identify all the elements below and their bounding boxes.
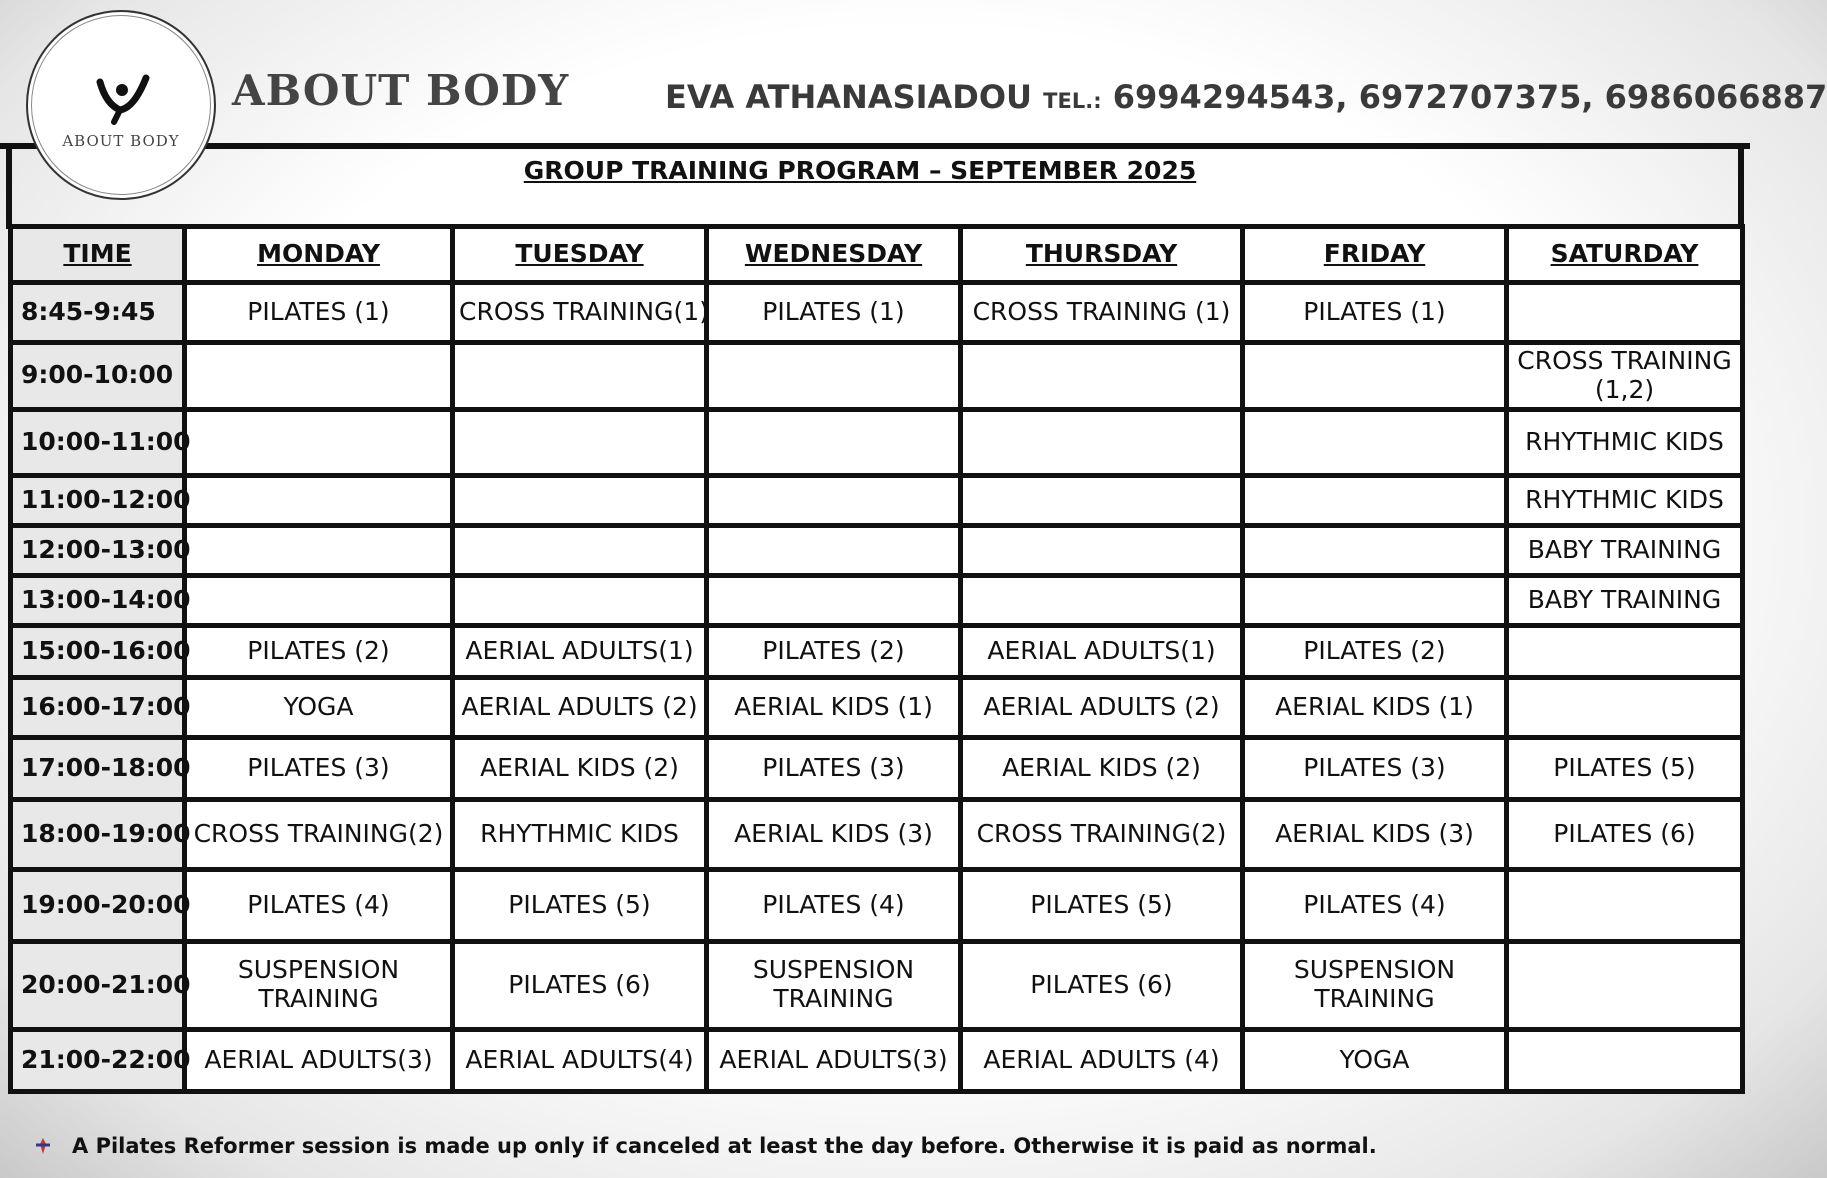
class-cell-fri: YOGA — [1243, 1029, 1507, 1091]
phone-numbers: 6994294543, 6972707375, 6986066887 — [1112, 78, 1827, 116]
class-cell-thu: AERIAL ADULTS (2) — [961, 677, 1243, 737]
class-cell-fri — [1243, 343, 1507, 410]
class-cell-tue: PILATES (5) — [453, 869, 707, 941]
class-cell-sat: RHYTHMIC KIDS — [1507, 475, 1743, 525]
class-cell-mon — [185, 475, 453, 525]
class-cell-thu — [961, 475, 1243, 525]
class-cell-wed: PILATES (4) — [707, 869, 961, 941]
class-cell-mon: CROSS TRAINING(2) — [185, 799, 453, 869]
class-cell-thu: AERIAL KIDS (2) — [961, 737, 1243, 799]
class-cell-wed: AERIAL KIDS (1) — [707, 677, 961, 737]
class-cell-tue — [453, 343, 707, 410]
header-monday: MONDAY — [185, 227, 453, 283]
footnote — [34, 1134, 1377, 1158]
table-row — [11, 475, 1743, 525]
header-row — [11, 227, 1743, 283]
logo — [26, 10, 216, 200]
table-row — [11, 409, 1743, 475]
class-cell-sat — [1507, 283, 1743, 343]
class-cell-mon: YOGA — [185, 677, 453, 737]
table-row — [11, 869, 1743, 941]
class-cell-wed: PILATES (1) — [707, 283, 961, 343]
contact-line — [665, 78, 1827, 116]
class-cell-thu: CROSS TRAINING(2) — [961, 799, 1243, 869]
class-cell-tue: AERIAL KIDS (2) — [453, 737, 707, 799]
time-cell: 20:00-21:00 — [11, 941, 185, 1029]
time-cell: 21:00-22:00 — [11, 1029, 185, 1091]
class-cell-wed — [707, 575, 961, 625]
table-row — [11, 283, 1743, 343]
class-cell-sat — [1507, 941, 1743, 1029]
class-cell-sat — [1507, 677, 1743, 737]
program-title: GROUP TRAINING PROGRAM – SEPTEMBER 2025 — [523, 156, 1197, 185]
class-cell-fri — [1243, 575, 1507, 625]
schedule-body — [11, 283, 1743, 1092]
class-cell-thu: PILATES (5) — [961, 869, 1243, 941]
class-cell-fri: SUSPENSION TRAINING — [1243, 941, 1507, 1029]
class-cell-fri — [1243, 475, 1507, 525]
table-row — [11, 799, 1743, 869]
class-cell-thu: CROSS TRAINING (1) — [961, 283, 1243, 343]
time-cell: 19:00-20:00 — [11, 869, 185, 941]
class-cell-mon: PILATES (2) — [185, 625, 453, 677]
logo-text: ABOUT BODY — [62, 132, 180, 150]
time-cell: 11:00-12:00 — [11, 475, 185, 525]
tel-label: TEL.: — [1043, 89, 1102, 113]
class-cell-tue: AERIAL ADULTS(4) — [453, 1029, 707, 1091]
table-row — [11, 525, 1743, 575]
class-cell-mon: PILATES (4) — [185, 869, 453, 941]
class-cell-wed: AERIAL KIDS (3) — [707, 799, 961, 869]
table-row — [11, 737, 1743, 799]
class-cell-mon — [185, 525, 453, 575]
class-cell-thu: AERIAL ADULTS (4) — [961, 1029, 1243, 1091]
footnote-text: A Pilates Reformer session is made up only if canceled at least the day before. Otherwise it is paid as normal. — [72, 1134, 1377, 1158]
class-cell-wed: PILATES (2) — [707, 625, 961, 677]
logo-figure-icon — [90, 64, 156, 130]
frame-top-border — [0, 143, 1750, 149]
table-row — [11, 343, 1743, 410]
class-cell-wed — [707, 525, 961, 575]
class-cell-sat: BABY TRAINING — [1507, 525, 1743, 575]
class-cell-fri: PILATES (3) — [1243, 737, 1507, 799]
table-row — [11, 625, 1743, 677]
schedule-table — [8, 224, 1745, 1094]
class-cell-thu: PILATES (6) — [961, 941, 1243, 1029]
class-cell-sat: BABY TRAINING — [1507, 575, 1743, 625]
class-cell-wed: PILATES (3) — [707, 737, 961, 799]
class-cell-mon — [185, 343, 453, 410]
class-cell-thu: AERIAL ADULTS(1) — [961, 625, 1243, 677]
class-cell-fri — [1243, 525, 1507, 575]
class-cell-sat — [1507, 625, 1743, 677]
table-row — [11, 575, 1743, 625]
header-thursday: THURSDAY — [961, 227, 1243, 283]
class-cell-wed — [707, 343, 961, 410]
table-row — [11, 1029, 1743, 1091]
table-row — [11, 677, 1743, 737]
class-cell-tue: CROSS TRAINING(1) — [453, 283, 707, 343]
class-cell-sat: RHYTHMIC KIDS — [1507, 409, 1743, 475]
class-cell-fri: AERIAL KIDS (3) — [1243, 799, 1507, 869]
class-cell-fri: AERIAL KIDS (1) — [1243, 677, 1507, 737]
table-row — [11, 941, 1743, 1029]
instructor-name: EVA ATHANASIADOU — [665, 78, 1033, 116]
class-cell-mon — [185, 575, 453, 625]
class-cell-wed: AERIAL ADULTS(3) — [707, 1029, 961, 1091]
class-cell-sat: PILATES (5) — [1507, 737, 1743, 799]
class-cell-mon: AERIAL ADULTS(3) — [185, 1029, 453, 1091]
class-cell-thu — [961, 409, 1243, 475]
class-cell-fri — [1243, 409, 1507, 475]
class-cell-thu — [961, 525, 1243, 575]
brand-name: ABOUT BODY — [232, 66, 570, 115]
class-cell-tue — [453, 409, 707, 475]
class-cell-thu — [961, 575, 1243, 625]
header-friday: FRIDAY — [1243, 227, 1507, 283]
time-cell: 13:00-14:00 — [11, 575, 185, 625]
class-cell-mon: SUSPENSION TRAINING — [185, 941, 453, 1029]
class-cell-tue: RHYTHMIC KIDS — [453, 799, 707, 869]
class-cell-fri: PILATES (1) — [1243, 283, 1507, 343]
class-cell-tue — [453, 475, 707, 525]
class-cell-thu — [961, 343, 1243, 410]
class-cell-mon: PILATES (3) — [185, 737, 453, 799]
class-cell-wed — [707, 409, 961, 475]
time-cell: 9:00-10:00 — [11, 343, 185, 410]
header-tuesday: TUESDAY — [453, 227, 707, 283]
class-cell-tue: PILATES (6) — [453, 941, 707, 1029]
pin-icon — [34, 1137, 52, 1155]
time-cell: 16:00-17:00 — [11, 677, 185, 737]
header-time: TIME — [11, 227, 185, 283]
time-cell: 10:00-11:00 — [11, 409, 185, 475]
class-cell-wed — [707, 475, 961, 525]
time-cell: 8:45-9:45 — [11, 283, 185, 343]
header-saturday: SATURDAY — [1507, 227, 1743, 283]
class-cell-fri: PILATES (4) — [1243, 869, 1507, 941]
class-cell-sat: CROSS TRAINING (1,2) — [1507, 343, 1743, 410]
class-cell-sat: PILATES (6) — [1507, 799, 1743, 869]
class-cell-mon: PILATES (1) — [185, 283, 453, 343]
class-cell-sat — [1507, 1029, 1743, 1091]
class-cell-tue: AERIAL ADULTS (2) — [453, 677, 707, 737]
frame-right-border — [1738, 143, 1744, 229]
time-cell: 12:00-13:00 — [11, 525, 185, 575]
class-cell-sat — [1507, 869, 1743, 941]
class-cell-tue — [453, 575, 707, 625]
class-cell-wed: SUSPENSION TRAINING — [707, 941, 961, 1029]
class-cell-fri: PILATES (2) — [1243, 625, 1507, 677]
class-cell-tue: AERIAL ADULTS(1) — [453, 625, 707, 677]
class-cell-tue — [453, 525, 707, 575]
time-cell: 17:00-18:00 — [11, 737, 185, 799]
time-cell: 18:00-19:00 — [11, 799, 185, 869]
class-cell-mon — [185, 409, 453, 475]
time-cell: 15:00-16:00 — [11, 625, 185, 677]
header-wednesday: WEDNESDAY — [707, 227, 961, 283]
